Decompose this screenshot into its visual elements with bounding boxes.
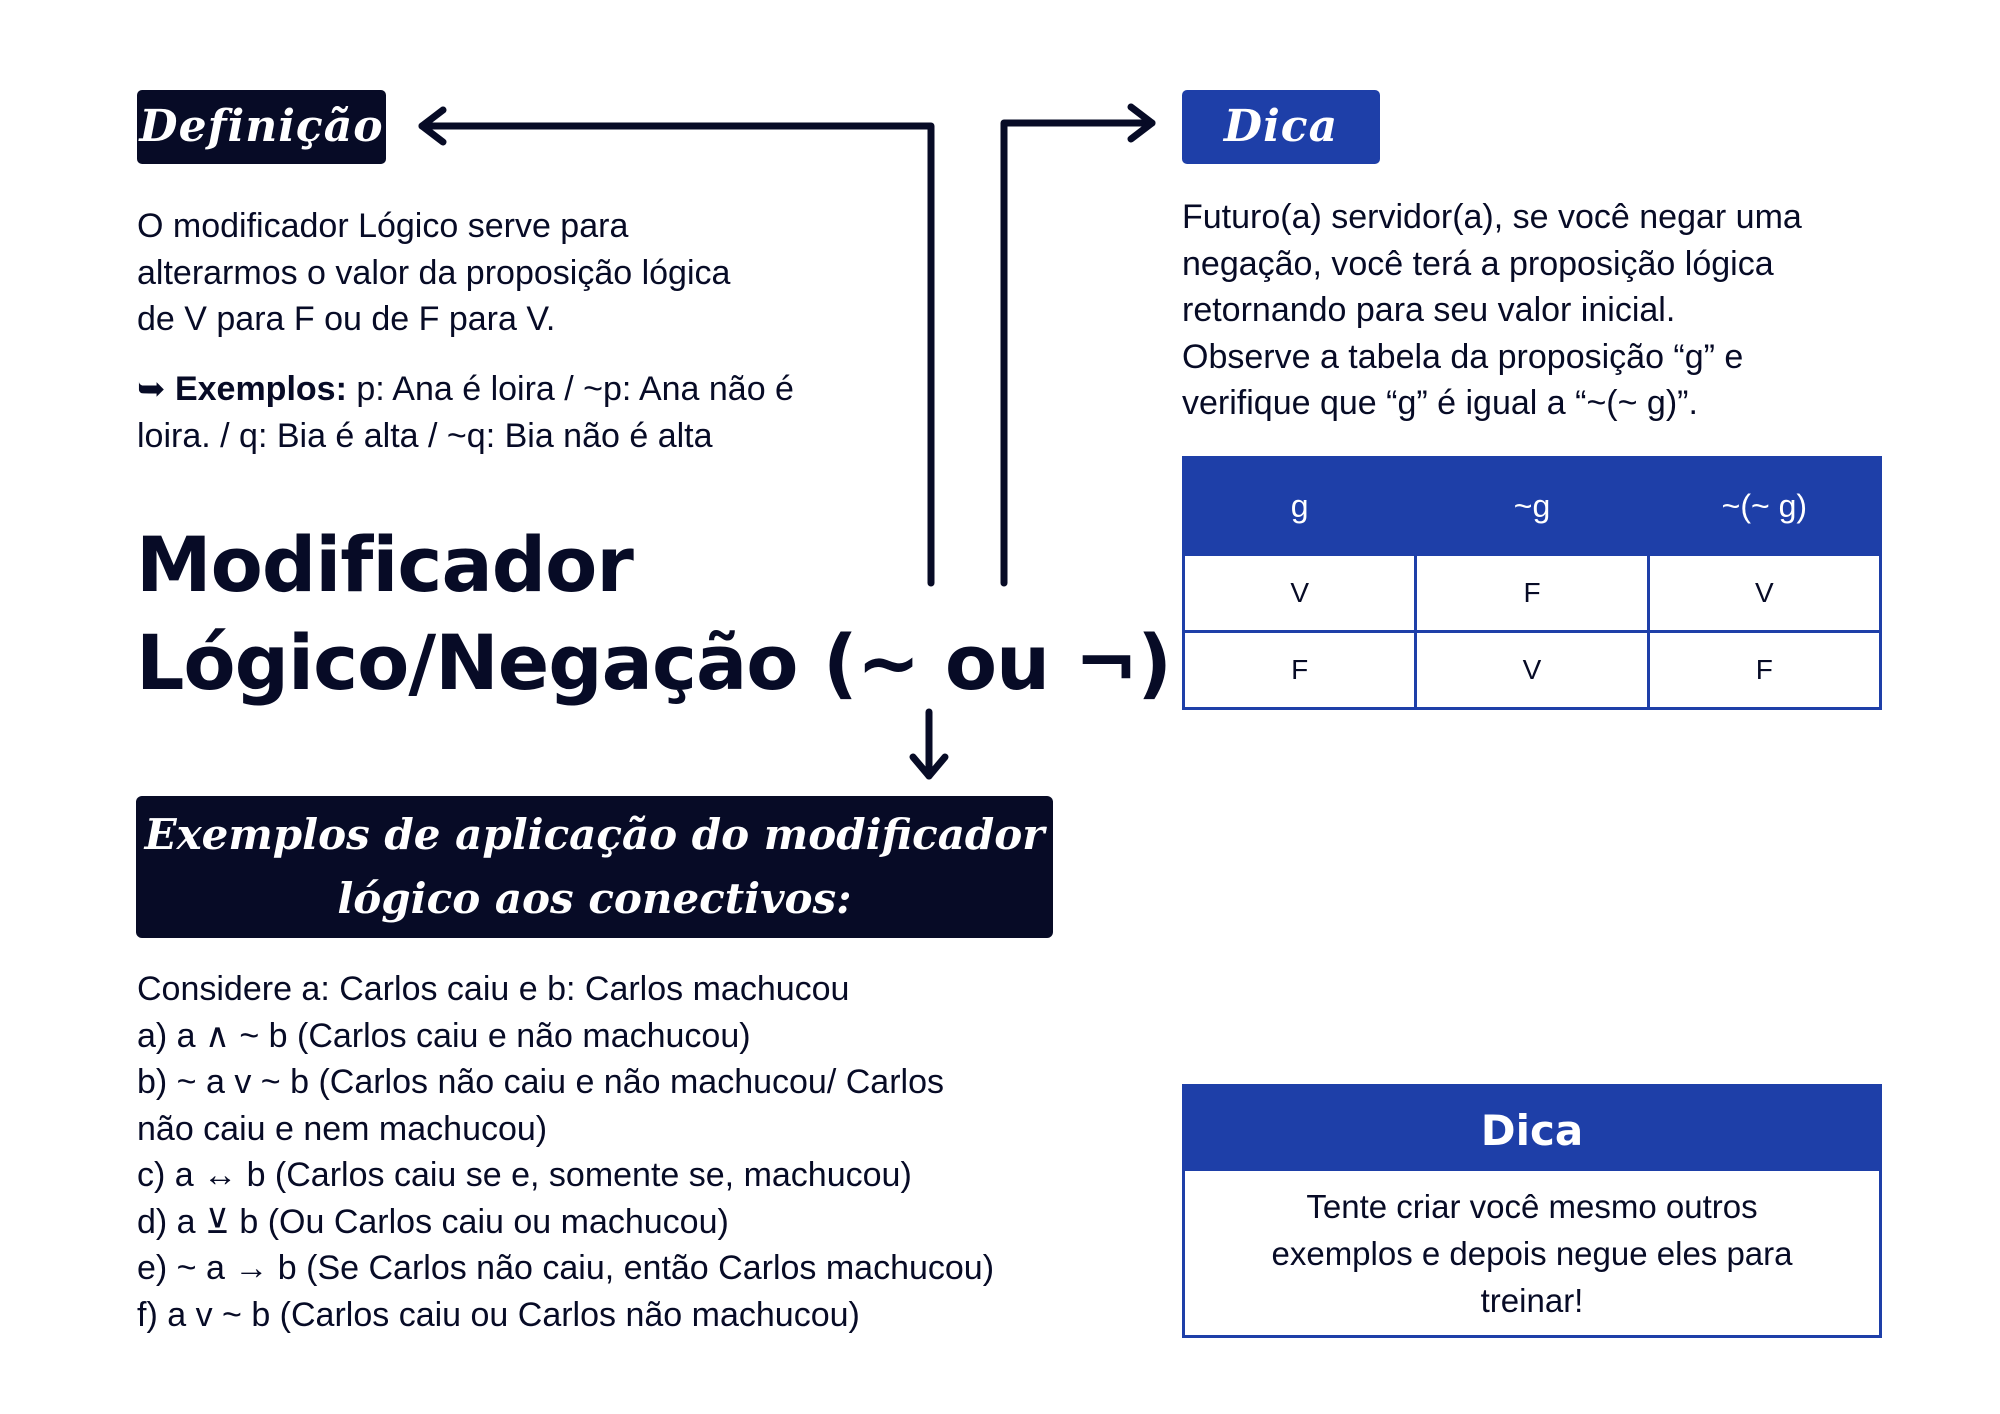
- list-item: c) a ↔ b (Carlos caiu se e, somente se, machucou): [137, 1156, 912, 1194]
- examples-label: Exemplos:: [174, 370, 347, 408]
- list-item: b) ~ a v ~ b (Carlos não caiu e não machucou/ Carlos: [137, 1063, 944, 1101]
- applications-banner: [136, 796, 1053, 938]
- table-cell: F: [1416, 555, 1648, 632]
- tip-line: Observe a tabela da proposição “g” e: [1182, 337, 1744, 376]
- page-title: [136, 516, 1172, 712]
- tip-text: [1182, 194, 1942, 427]
- tip-line: retornando para seu valor inicial.: [1182, 291, 1676, 329]
- arrow-to-definition: [422, 110, 931, 583]
- tip-box-text: [1185, 1171, 1879, 1324]
- table-cell: F: [1648, 632, 1880, 709]
- arrow-bullet-icon: ➥: [137, 370, 166, 408]
- table-cell: V: [1416, 632, 1648, 709]
- tip-box-line: exemplos e depois negue eles para: [1271, 1235, 1793, 1272]
- tip-line: negação, você terá a proposição lógica: [1182, 244, 1774, 283]
- banner-line: lógico aos conectivos:: [337, 874, 852, 923]
- definition-text: [137, 203, 897, 343]
- tip-box-line: treinar!: [1480, 1282, 1584, 1319]
- table-row: [1184, 555, 1881, 632]
- list-item: Considere a: Carlos caiu e b: Carlos machucou: [137, 970, 850, 1008]
- table-cell: V: [1184, 555, 1416, 632]
- definition-line: O modificador Lógico serve para: [137, 207, 629, 245]
- definition-line: de V para F ou de F para V.: [137, 300, 556, 338]
- table-header-row: [1184, 458, 1881, 555]
- applications-list: [137, 966, 1097, 1338]
- table-cell: F: [1184, 632, 1416, 709]
- table-cell: V: [1648, 555, 1880, 632]
- tip-line: verifique que “g” é igual a “~(~ g)”.: [1182, 384, 1698, 422]
- list-item: f) a v ~ b (Carlos caiu ou Carlos não machucou): [137, 1295, 860, 1334]
- definition-tag: Definição: [137, 90, 386, 164]
- examples-text: p: Ana é loira / ~p: Ana não é: [346, 370, 794, 408]
- title-line: Lógico/Negação (~ ou ¬): [136, 618, 1172, 707]
- tip-line: Futuro(a) servidor(a), se você negar uma: [1182, 198, 1802, 236]
- tip-box-title: Dica: [1185, 1087, 1879, 1171]
- tip-box: [1182, 1084, 1882, 1338]
- tip-tag: Dica: [1182, 90, 1380, 164]
- title-line: Modificador: [136, 520, 633, 609]
- list-item: e) ~ a → b (Se Carlos não caiu, então Carlos machucou): [137, 1249, 995, 1287]
- list-item: d) a ⊻ b (Ou Carlos caiu ou machucou): [137, 1202, 729, 1241]
- table-header: g: [1184, 458, 1416, 555]
- table-header: ~g: [1416, 458, 1648, 555]
- tip-box-line: Tente criar você mesmo outros: [1306, 1188, 1758, 1225]
- banner-line: Exemplos de aplicação do modificador: [144, 810, 1045, 859]
- table-row: [1184, 632, 1881, 709]
- truth-table: [1182, 456, 1882, 710]
- examples-line: [137, 366, 917, 413]
- examples-line: loira. / q: Bia é alta / ~q: Bia não é alta: [137, 416, 713, 455]
- table-header: ~(~ g): [1648, 458, 1880, 555]
- definition-examples: [137, 366, 917, 459]
- arrow-to-tip: [1004, 107, 1152, 583]
- list-item: a) a ∧ ~ b (Carlos caiu e não machucou): [137, 1016, 751, 1055]
- definition-line: alterarmos o valor da proposição lógica: [137, 253, 731, 292]
- arrow-to-applications: [913, 712, 945, 776]
- list-item: não caiu e nem machucou): [137, 1109, 548, 1148]
